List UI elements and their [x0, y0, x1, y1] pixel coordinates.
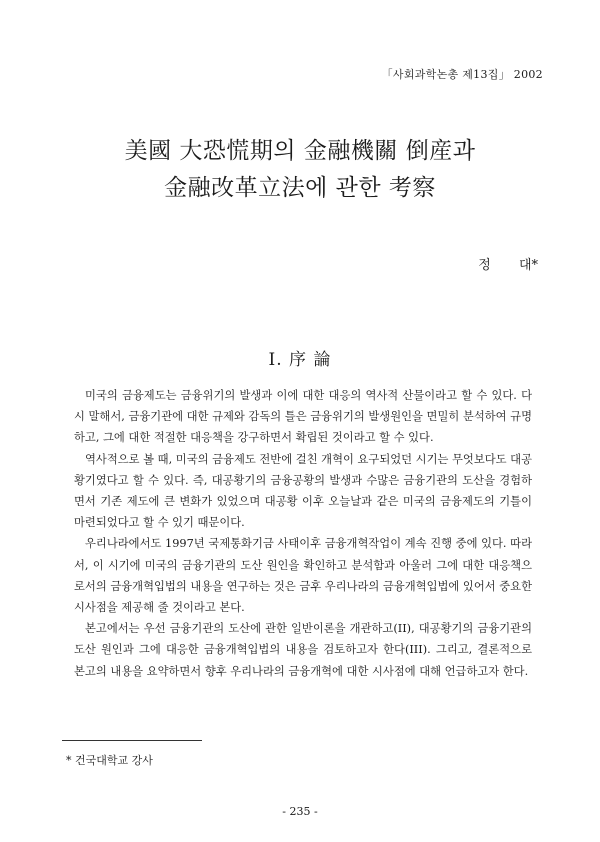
journal-header: 「사회과학논총 제13집」 2002 — [381, 68, 543, 81]
paper-title — [0, 133, 600, 207]
footnote-divider — [62, 740, 202, 741]
section-heading: I. 序 論 — [268, 350, 332, 370]
title-line-2: 金融改革立法에 관한 考察 — [164, 175, 436, 201]
paragraph: 우리나라에서도 1997년 국제통화기금 사태이후 금융개혁작업이 계속 진행 중에 있다. 따라서, 이 시기에 미국의 금융기관의 도산 원인을 확인하고 분석함과 아울러 그에 대한 대응책으로서의 금융개혁입법의 내용을 연구하는 것은 금후 우리나라의 금융개혁입법에 있어서 중요한 시사점을 제공해 줄 것이라고 본다. — [74, 537, 532, 615]
footnote: * 건국대학교 강사 — [66, 754, 153, 767]
page-number: - 235 - — [282, 805, 318, 818]
paragraph: 본고에서는 우선 금융기관의 도산에 관한 일반이론을 개관하고(II), 대공황기의 금융기관의 도산 원인과 그에 대응한 금융개혁입법의 내용을 검토하고자 한다(III). 그리고, 결론적으로 본고의 내용을 요약하면서 향후 우리나라의 금융개혁에 대한 시사점에 대해 언급하고자 한다. — [74, 622, 532, 678]
author-name: 정 대* — [478, 258, 538, 273]
paragraph: 역사적으로 볼 때, 미국의 금융제도 전반에 걸친 개혁이 요구되었던 시기는 무엇보다도 대공황기였다고 할 수 있다. 즉, 대공황기의 금융공황의 발생과 수많은 금융기관의 도산을 경험하면서 기존 제도에 큰 변화가 있었으며 대공황 이후 오늘날과 같은 미국의 금융제도의 기틀이 마련되었다고 할 수 있기 때문이다. — [74, 452, 532, 530]
paragraph: 미국의 금융제도는 금융위기의 발생과 이에 대한 대응의 역사적 산물이라고 할 수 있다. 다시 말해서, 금융기관에 대한 규제와 감독의 틀은 금융위기의 발생원인을 면밀히 분석하여 규명하고, 그에 대한 적절한 대응책을 강구하면서 확립된 것이라고 할 수 있다. — [74, 389, 532, 445]
title-line-1: 美國 大恐慌期의 金融機關 倒産과 — [124, 138, 476, 164]
body-text — [74, 385, 532, 682]
